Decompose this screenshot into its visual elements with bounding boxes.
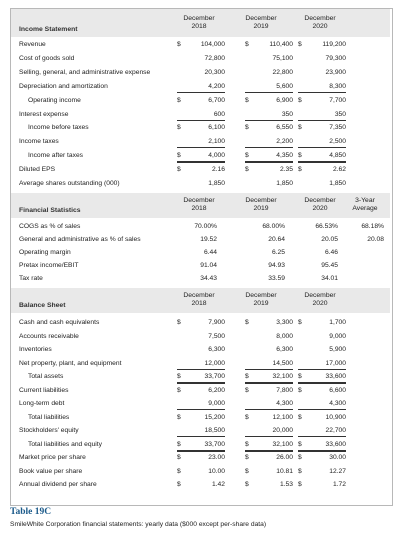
cell-value: 2.62 xyxy=(332,166,346,174)
financial-statistics-header xyxy=(11,193,390,218)
row-label: Income before taxes xyxy=(28,124,89,132)
value-cell xyxy=(177,413,225,423)
currency-symbol: $ xyxy=(298,166,302,174)
stats-col-head-2: December 2019 xyxy=(245,197,277,212)
balance-sheet-row xyxy=(11,318,390,328)
row-label: Operating income xyxy=(28,96,81,104)
value-cell xyxy=(245,426,293,437)
value-cell xyxy=(298,453,346,463)
value-cell xyxy=(177,386,225,396)
cell-value: 350 xyxy=(281,110,293,118)
currency-symbol: $ xyxy=(298,41,302,48)
income-statement-row xyxy=(11,179,390,189)
cell-value: 1,850 xyxy=(276,180,293,187)
currency-symbol: $ xyxy=(177,124,181,132)
cell-value: 22,700 xyxy=(325,427,346,434)
cell-value: 33,600 xyxy=(325,440,346,448)
value-cell xyxy=(298,413,346,423)
value-cell xyxy=(245,151,293,163)
financial-statistics-row xyxy=(11,235,390,245)
balance-sheet-row xyxy=(11,440,390,450)
financial-statistics-row xyxy=(11,248,390,258)
currency-symbol: $ xyxy=(177,373,181,380)
stats-col-head-3: December 2020 xyxy=(304,197,336,212)
cell-value: 5,900 xyxy=(329,346,346,353)
cell-value: 1,850 xyxy=(208,180,225,187)
value-cell xyxy=(298,386,346,396)
row-label: Inventories xyxy=(19,346,52,353)
row-label: Total liabilities and equity xyxy=(28,440,102,448)
row-label: Net property, plant, and equipment xyxy=(19,359,122,367)
cell-value: 10,900 xyxy=(325,413,346,421)
currency-symbol: $ xyxy=(177,152,181,160)
value-cell xyxy=(245,386,293,396)
row-label: Interest expense xyxy=(19,110,69,118)
cell-value: 6,300 xyxy=(276,346,293,353)
value-cell xyxy=(298,179,346,189)
balance-sheet-row xyxy=(11,399,390,409)
value-cell xyxy=(298,151,346,163)
cell-value: 6.44 xyxy=(203,249,217,256)
currency-symbol: $ xyxy=(177,319,181,326)
value-cell xyxy=(177,399,225,410)
row-label: Total assets xyxy=(28,373,64,380)
value-cell xyxy=(177,359,225,370)
value-cell xyxy=(298,440,346,452)
value-cell xyxy=(245,40,293,50)
currency-symbol: $ xyxy=(298,152,302,160)
value-cell xyxy=(177,372,225,384)
value-cell xyxy=(298,261,346,271)
value-cell xyxy=(245,480,293,490)
table-caption-title: Table 19C xyxy=(10,507,52,517)
value-cell xyxy=(298,96,346,106)
cell-value: 12,100 xyxy=(272,413,293,421)
row-label: Cost of goods sold xyxy=(19,54,75,62)
value-cell xyxy=(298,426,346,437)
value-cell xyxy=(245,332,293,342)
row-label: Pretax income/EBIT xyxy=(19,262,79,269)
cell-value: 18,500 xyxy=(204,427,225,434)
cell-value: 68.18% xyxy=(361,223,384,230)
balance-sheet-row xyxy=(11,413,390,423)
income-statement-row xyxy=(11,151,390,161)
balance-sheet-row xyxy=(11,386,390,396)
balance-sheet-row xyxy=(11,332,390,342)
currency-symbol: $ xyxy=(245,41,249,48)
value-cell xyxy=(177,222,225,232)
cell-value: 8,000 xyxy=(276,332,293,340)
value-cell xyxy=(245,68,293,78)
cell-value: 22,800 xyxy=(272,68,293,76)
income-statement-row xyxy=(11,82,390,92)
currency-symbol: $ xyxy=(298,124,302,132)
cell-value: 20,300 xyxy=(204,68,225,76)
row-label: Stockholders' equity xyxy=(19,427,79,434)
cell-value: 12.27 xyxy=(329,467,346,475)
value-cell xyxy=(177,123,225,133)
cell-value: 75,100 xyxy=(272,54,293,62)
value-cell xyxy=(298,137,346,148)
cell-value: 119,200 xyxy=(322,41,346,48)
cell-value: 10.00 xyxy=(208,467,225,475)
cell-value: 8,300 xyxy=(329,82,346,90)
cell-value: 3,300 xyxy=(276,319,293,326)
value-cell xyxy=(177,345,225,355)
value-cell xyxy=(177,332,225,342)
value-cell xyxy=(245,261,293,271)
currency-symbol: $ xyxy=(245,413,249,421)
income-statement-row xyxy=(11,137,390,147)
currency-symbol: $ xyxy=(177,481,181,488)
cell-value: 70.00% xyxy=(194,223,217,230)
cell-value: 6.46 xyxy=(324,249,338,256)
income-col-head-1: December 2018 xyxy=(183,15,215,30)
value-cell xyxy=(245,359,293,370)
value-cell xyxy=(298,82,346,93)
cell-value: 33,600 xyxy=(325,373,346,380)
cell-value: 34.01 xyxy=(321,275,338,282)
value-cell xyxy=(245,413,293,423)
cell-value: 19.52 xyxy=(200,236,217,243)
cell-value: 104,000 xyxy=(200,41,225,48)
value-cell xyxy=(298,248,346,258)
value-cell xyxy=(177,318,225,328)
row-label: Long-term debt xyxy=(19,400,65,407)
currency-symbol: $ xyxy=(245,166,249,174)
income-statement-row xyxy=(11,96,390,106)
value-cell xyxy=(245,222,293,232)
cell-value: 1,850 xyxy=(329,180,346,187)
cell-value: 6.25 xyxy=(271,249,285,256)
cell-value: 6,900 xyxy=(276,96,293,104)
cell-value: 20.05 xyxy=(321,236,338,243)
cell-value: 20,000 xyxy=(272,427,293,434)
balance-sheet-title: Balance Sheet xyxy=(19,302,66,309)
cell-value: 2,200 xyxy=(276,138,293,146)
cell-value: 1,700 xyxy=(329,319,346,326)
income-statement-row xyxy=(11,54,390,64)
currency-symbol: $ xyxy=(177,467,181,475)
value-cell xyxy=(177,40,225,50)
value-cell xyxy=(245,54,293,64)
currency-symbol: $ xyxy=(298,386,302,394)
financial-statistics-title: Financial Statistics xyxy=(19,207,81,214)
stats-col-head-4: 3-Year Average xyxy=(352,197,378,212)
row-label: Depreciation and amortization xyxy=(19,82,108,90)
row-label: Total liabilities xyxy=(28,413,70,421)
income-col-head-2: December 2019 xyxy=(245,15,277,30)
currency-symbol: $ xyxy=(245,481,249,488)
cell-value: 34.43 xyxy=(200,275,217,282)
value-cell xyxy=(177,248,225,258)
currency-symbol: $ xyxy=(245,319,249,326)
cell-value: 72,800 xyxy=(204,54,225,62)
income-statement-row xyxy=(11,110,390,120)
currency-symbol: $ xyxy=(298,319,302,326)
table-caption-text: SmileWhite Corporation financial statements: yearly data ($000 except per-share data) xyxy=(10,521,267,528)
cell-value: 5,600 xyxy=(276,82,293,90)
cell-value: 23,900 xyxy=(325,68,346,76)
currency-symbol: $ xyxy=(177,386,181,394)
balance-col-head-2: December 2019 xyxy=(245,292,277,307)
currency-symbol: $ xyxy=(177,454,181,461)
cell-value: 23.00 xyxy=(208,454,225,461)
row-label: Cash and cash equivalents xyxy=(19,319,100,326)
balance-sheet-row xyxy=(11,480,390,490)
value-cell xyxy=(177,440,225,452)
value-cell xyxy=(177,68,225,78)
value-cell xyxy=(177,426,225,437)
value-cell xyxy=(298,399,346,410)
value-cell xyxy=(298,332,346,342)
value-cell xyxy=(177,274,225,284)
cell-value: 7,700 xyxy=(329,96,346,104)
value-cell xyxy=(177,54,225,64)
cell-value: 79,300 xyxy=(325,54,346,62)
currency-symbol: $ xyxy=(245,373,249,380)
currency-symbol: $ xyxy=(245,96,249,104)
value-cell xyxy=(245,82,293,93)
cell-value: 2,500 xyxy=(329,138,346,146)
value-cell xyxy=(245,274,293,284)
row-label: COGS as % of sales xyxy=(19,223,81,230)
income-statement-row xyxy=(11,165,390,175)
cell-value: 6,550 xyxy=(276,124,293,132)
value-cell xyxy=(245,440,293,452)
value-cell xyxy=(298,222,346,232)
income-statement-row xyxy=(11,123,390,133)
row-label: Income after taxes xyxy=(28,152,84,160)
balance-col-head-1: December 2018 xyxy=(183,292,215,307)
cell-value: 4,000 xyxy=(208,152,225,160)
value-cell xyxy=(245,318,293,328)
currency-symbol: $ xyxy=(298,467,302,475)
cell-value: 33,700 xyxy=(204,440,225,448)
cell-value: 20.64 xyxy=(268,236,285,243)
cell-value: 4,200 xyxy=(208,82,225,90)
value-cell xyxy=(298,480,346,490)
income-statement-header xyxy=(11,9,390,37)
balance-col-head-3: December 2020 xyxy=(304,292,336,307)
value-cell xyxy=(177,96,225,106)
cell-value: 6,700 xyxy=(208,96,225,104)
balance-sheet-row xyxy=(11,345,390,355)
value-cell xyxy=(177,165,225,175)
value-cell xyxy=(245,248,293,258)
row-label: General and administrative as % of sales xyxy=(19,236,141,243)
value-cell xyxy=(177,151,225,163)
value-cell xyxy=(298,110,346,121)
cell-value: 7,500 xyxy=(208,332,225,340)
value-cell xyxy=(298,467,346,477)
cell-value: 1.53 xyxy=(279,481,293,488)
cell-value: 7,350 xyxy=(329,124,346,132)
cell-value: 30.00 xyxy=(329,454,346,461)
currency-symbol: $ xyxy=(245,386,249,394)
cell-value: 6,600 xyxy=(329,386,346,394)
cell-value: 95.45 xyxy=(321,262,338,269)
value-cell xyxy=(245,345,293,355)
row-label: Average shares outstanding (000) xyxy=(19,180,120,187)
row-label: Revenue xyxy=(19,41,46,48)
currency-symbol: $ xyxy=(298,481,302,488)
financial-statistics-row xyxy=(11,261,390,271)
value-cell xyxy=(245,96,293,106)
cell-value: 600 xyxy=(213,110,225,118)
financial-statistics-row xyxy=(11,222,390,232)
currency-symbol: $ xyxy=(245,152,249,160)
currency-symbol: $ xyxy=(245,454,249,461)
value-cell xyxy=(177,179,225,189)
value-cell xyxy=(245,467,293,477)
cell-value: 94.93 xyxy=(268,262,285,269)
financial-statistics-row xyxy=(11,274,390,284)
value-cell xyxy=(177,137,225,148)
cell-value: 4,850 xyxy=(329,152,346,160)
cell-value: 4,350 xyxy=(276,152,293,160)
balance-sheet-row xyxy=(11,467,390,477)
cell-value: 33.59 xyxy=(268,275,285,282)
value-cell xyxy=(177,261,225,271)
cell-value: 91.04 xyxy=(200,262,217,269)
value-cell xyxy=(349,235,384,245)
value-cell xyxy=(298,372,346,384)
balance-sheet-row xyxy=(11,359,390,369)
cell-value: 9,000 xyxy=(329,332,346,340)
cell-value: 6,100 xyxy=(208,124,225,132)
cell-value: 32,100 xyxy=(272,440,293,448)
value-cell xyxy=(245,110,293,121)
row-label: Selling, general, and administrative expense xyxy=(19,68,151,76)
currency-symbol: $ xyxy=(177,166,181,174)
cell-value: 12,000 xyxy=(204,359,225,367)
cell-value: 68.00% xyxy=(262,223,285,230)
value-cell xyxy=(177,82,225,93)
cell-value: 2.16 xyxy=(211,166,225,174)
currency-symbol: $ xyxy=(245,440,249,448)
currency-symbol: $ xyxy=(177,413,181,421)
cell-value: 1.72 xyxy=(332,481,346,488)
value-cell xyxy=(245,235,293,245)
value-cell xyxy=(177,467,225,477)
balance-sheet-header xyxy=(11,288,390,313)
value-cell xyxy=(298,123,346,133)
value-cell xyxy=(298,54,346,64)
value-cell xyxy=(245,453,293,463)
income-statement-row xyxy=(11,68,390,78)
row-label: Annual dividend per share xyxy=(19,481,97,488)
value-cell xyxy=(349,222,384,232)
row-label: Current liabilities xyxy=(19,386,69,394)
cell-value: 4,300 xyxy=(276,400,293,407)
value-cell xyxy=(245,399,293,410)
currency-symbol: $ xyxy=(298,96,302,104)
value-cell xyxy=(245,165,293,175)
cell-value: 350 xyxy=(334,110,346,118)
income-col-head-3: December 2020 xyxy=(304,15,336,30)
row-label: Income taxes xyxy=(19,138,59,146)
currency-symbol: $ xyxy=(298,373,302,380)
value-cell xyxy=(298,40,346,50)
row-label: Market price per share xyxy=(19,454,86,461)
currency-symbol: $ xyxy=(177,440,181,448)
cell-value: 2.35 xyxy=(279,166,293,174)
currency-symbol: $ xyxy=(245,467,249,475)
value-cell xyxy=(298,235,346,245)
value-cell xyxy=(245,372,293,384)
cell-value: 9,000 xyxy=(208,400,225,407)
balance-sheet-row xyxy=(11,372,390,382)
value-cell xyxy=(177,110,225,121)
currency-symbol: $ xyxy=(298,454,302,461)
cell-value: 6,200 xyxy=(208,386,225,394)
value-cell xyxy=(298,274,346,284)
value-cell xyxy=(245,179,293,189)
currency-symbol: $ xyxy=(298,440,302,448)
value-cell xyxy=(177,235,225,245)
row-label: Operating margin xyxy=(19,249,71,256)
value-cell xyxy=(298,68,346,78)
currency-symbol: $ xyxy=(177,96,181,104)
cell-value: 1.42 xyxy=(211,481,225,488)
cell-value: 33,700 xyxy=(204,373,225,380)
income-statement-row xyxy=(11,40,390,50)
balance-sheet-row xyxy=(11,453,390,463)
cell-value: 14,500 xyxy=(272,359,293,367)
balance-sheet-row xyxy=(11,426,390,436)
currency-symbol: $ xyxy=(245,124,249,132)
value-cell xyxy=(245,137,293,148)
stats-col-head-1: December 2018 xyxy=(183,197,215,212)
cell-value: 17,000 xyxy=(325,359,346,367)
cell-value: 32,100 xyxy=(272,373,293,380)
cell-value: 10.81 xyxy=(276,467,293,475)
value-cell xyxy=(177,480,225,490)
cell-value: 26.00 xyxy=(276,454,293,461)
value-cell xyxy=(298,165,346,175)
cell-value: 110,400 xyxy=(269,41,293,48)
value-cell xyxy=(245,123,293,133)
cell-value: 20.08 xyxy=(367,236,384,243)
value-cell xyxy=(298,318,346,328)
row-label: Tax rate xyxy=(19,275,43,282)
currency-symbol: $ xyxy=(177,41,181,48)
value-cell xyxy=(298,345,346,355)
cell-value: 15,200 xyxy=(204,413,225,421)
row-label: Book value per share xyxy=(19,467,83,475)
cell-value: 66.53% xyxy=(315,223,338,230)
currency-symbol: $ xyxy=(298,413,302,421)
cell-value: 7,900 xyxy=(208,319,225,326)
cell-value: 7,800 xyxy=(276,386,293,394)
cell-value: 4,300 xyxy=(329,400,346,407)
row-label: Accounts receivable xyxy=(19,332,79,340)
row-label: Diluted EPS xyxy=(19,166,56,174)
cell-value: 6,300 xyxy=(208,346,225,353)
value-cell xyxy=(177,453,225,463)
cell-value: 2,100 xyxy=(208,138,225,146)
value-cell xyxy=(298,359,346,370)
income-statement-title: Income Statement xyxy=(19,26,78,33)
